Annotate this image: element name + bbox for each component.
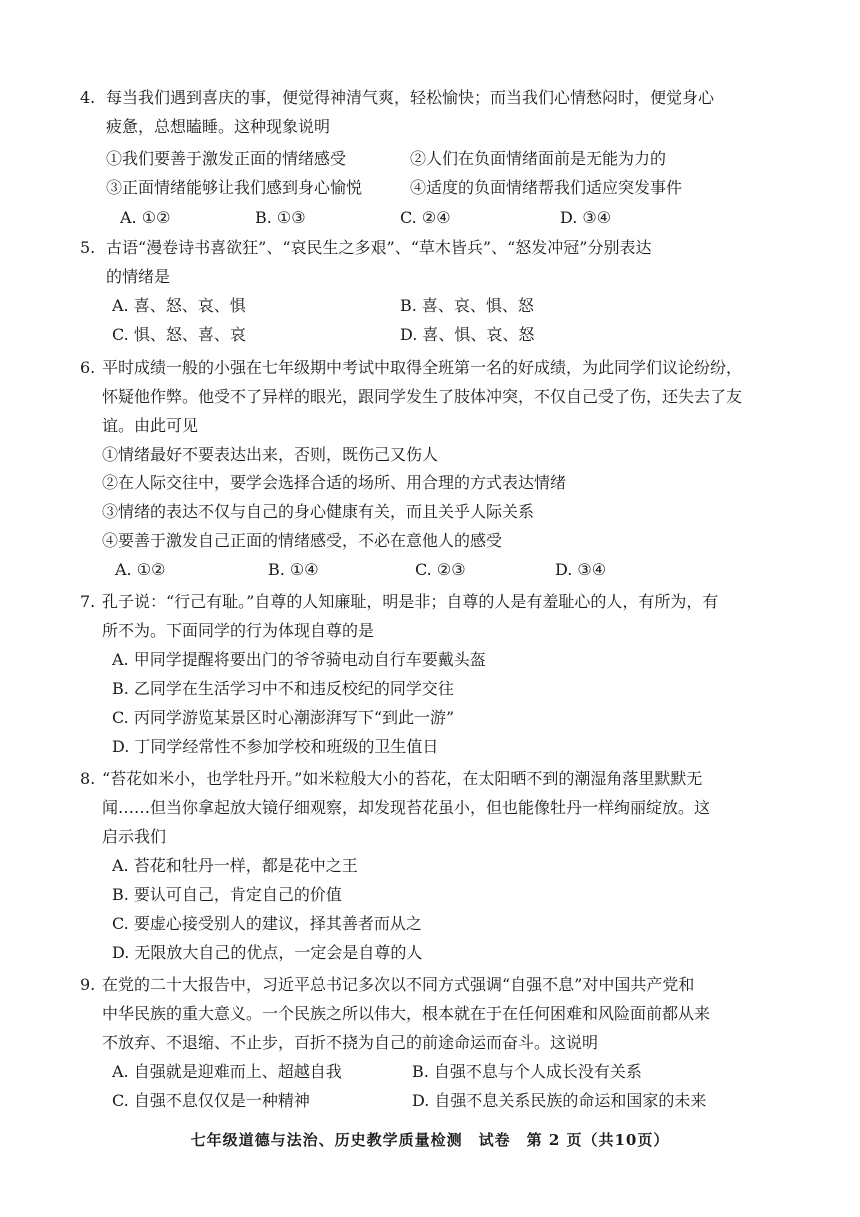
question-8-text-line1: “苔花如米小，也学牡丹开。”如米粒般大小的苔花，在太阳晒不到的潮湿角落里默默无 xyxy=(102,769,703,788)
question-7-text-line1: 孔子说：“行己有耻。”自尊的人知廉耻，明是非；自尊的人是有羞耻心的人，有所为，有 xyxy=(102,592,719,611)
question-6-number: 6. xyxy=(80,358,96,377)
question-9-choice-c[interactable]: C. 自强不息仅仅是一种精神 xyxy=(112,1091,310,1110)
question-9-choice-d[interactable]: D. 自强不息关系民族的命运和国家的未来 xyxy=(412,1091,707,1110)
question-5-text-line1: 古语“漫卷诗书喜欲狂”、“哀民生之多艰”、“草木皆兵”、“怒发冲冠”分别表达 xyxy=(106,238,652,257)
question-4-text-line2: 疲惫，总想瞌睡。这种现象说明 xyxy=(106,117,331,136)
question-5-text-line2: 的情绪是 xyxy=(106,267,171,286)
question-4-text-line1: 每当我们遇到喜庆的事，便觉得神清气爽，轻松愉快；而当我们心情愁闷时，便觉身心 xyxy=(106,88,715,107)
question-7-number: 7. xyxy=(80,592,96,611)
question-5-number: 5. xyxy=(80,238,96,257)
question-4-choice-b[interactable]: B. ①③ xyxy=(255,208,306,227)
question-9-text-line2: 中华民族的重大意义。一个民族之所以伟大，根本就在于在任何困难和风险面前都从来 xyxy=(102,1004,711,1023)
question-4-choice-c[interactable]: C. ②④ xyxy=(400,208,451,227)
question-4-choice-d[interactable]: D. ③④ xyxy=(560,208,612,227)
question-4-statement-4: ④适度的负面情绪帮我们适应突发事件 xyxy=(410,178,683,197)
question-6-choice-c[interactable]: C. ②③ xyxy=(415,560,466,579)
question-6-choice-a[interactable]: A. ①② xyxy=(115,560,166,579)
question-6-statement-1: ①情绪最好不要表达出来，否则，既伤己又伤人 xyxy=(102,445,439,464)
question-5-choice-d[interactable]: D. 喜、惧、哀、怒 xyxy=(400,325,535,344)
question-4-statement-1: ①我们要善于激发正面的情绪感受 xyxy=(106,149,347,168)
question-9-number: 9. xyxy=(80,975,96,994)
question-7-choice-b[interactable]: B. 乙同学在生活学习中不和违反校纪的同学交往 xyxy=(112,679,454,698)
question-6-choice-d[interactable]: D. ③④ xyxy=(555,560,607,579)
question-9-choice-a[interactable]: A. 自强就是迎难而上、超越自我 xyxy=(112,1062,342,1081)
question-6-text-line1: 平时成绩一般的小强在七年级期中考试中取得全班第一名的好成绩，为此同学们议论纷纷， xyxy=(102,358,743,377)
question-6-statement-3: ③情绪的表达不仅与自己的身心健康有关，而且关乎人际关系 xyxy=(102,502,535,521)
question-8-choice-d[interactable]: D. 无限放大自己的优点，一定会是自尊的人 xyxy=(112,943,423,962)
question-8-choice-c[interactable]: C. 要虚心接受别人的建议，择其善者而从之 xyxy=(112,914,422,933)
question-5-choice-c[interactable]: C. 惧、怒、喜、哀 xyxy=(112,325,246,344)
question-5-choice-b[interactable]: B. 喜、哀、惧、怒 xyxy=(400,296,534,315)
question-4-statement-2: ②人们在负面情绪面前是无能为力的 xyxy=(410,149,667,168)
question-7-choice-d[interactable]: D. 丁同学经常性不参加学校和班级的卫生值日 xyxy=(112,737,439,756)
question-6-statement-4: ④要善于激发自己正面的情绪感受，不必在意他人的感受 xyxy=(102,531,503,550)
question-6-statement-2: ②在人际交往中，要学会选择合适的场所、用合理的方式表达情绪 xyxy=(102,473,567,492)
question-8-text-line3: 启示我们 xyxy=(102,827,167,846)
question-9-text-line1: 在党的二十大报告中，习近平总书记多次以不同方式强调“自强不息”对中国共产党和 xyxy=(102,975,695,994)
question-8-text-line2: 闻……但当你拿起放大镜仔细观察，却发现苔花虽小，但也能像牡丹一样绚丽绽放。这 xyxy=(102,798,711,817)
page-footer: 七年级道德与法治、历史教学质量检测 试卷 第 2 页（共10页） xyxy=(190,1131,670,1149)
question-7-text-line2: 所不为。下面同学的行为体现自尊的是 xyxy=(102,621,375,640)
question-8-number: 8. xyxy=(80,769,96,788)
question-7-choice-c[interactable]: C. 丙同学游览某景区时心潮澎湃写下“到此一游” xyxy=(112,708,455,727)
question-4-statement-3: ③正面情绪能够让我们感到身心愉悦 xyxy=(106,178,363,197)
question-5-choice-a[interactable]: A. 喜、怒、哀、惧 xyxy=(112,296,246,315)
question-6-choice-b[interactable]: B. ①④ xyxy=(268,560,319,579)
question-4-number: 4. xyxy=(80,88,96,107)
question-8-choice-a[interactable]: A. 苔花和牡丹一样，都是花中之王 xyxy=(112,856,358,875)
question-9-choice-b[interactable]: B. 自强不息与个人成长没有关系 xyxy=(412,1062,642,1081)
question-9-text-line3: 不放弃、不退缩、不止步，百折不挠为自己的前途命运而奋斗。这说明 xyxy=(102,1033,599,1052)
question-8-choice-b[interactable]: B. 要认可自己，肯定自己的价值 xyxy=(112,885,342,904)
question-7-choice-a[interactable]: A. 甲同学提醒将要出门的爷爷骑电动自行车要戴头盔 xyxy=(112,650,486,669)
question-6-text-line2: 怀疑他作弊。他受不了异样的眼光，跟同学发生了肢体冲突，不仅自己受了伤，还失去了友 xyxy=(102,387,743,406)
question-6-text-line3: 谊。由此可见 xyxy=(102,416,199,435)
question-4-choice-a[interactable]: A. ①② xyxy=(120,208,171,227)
